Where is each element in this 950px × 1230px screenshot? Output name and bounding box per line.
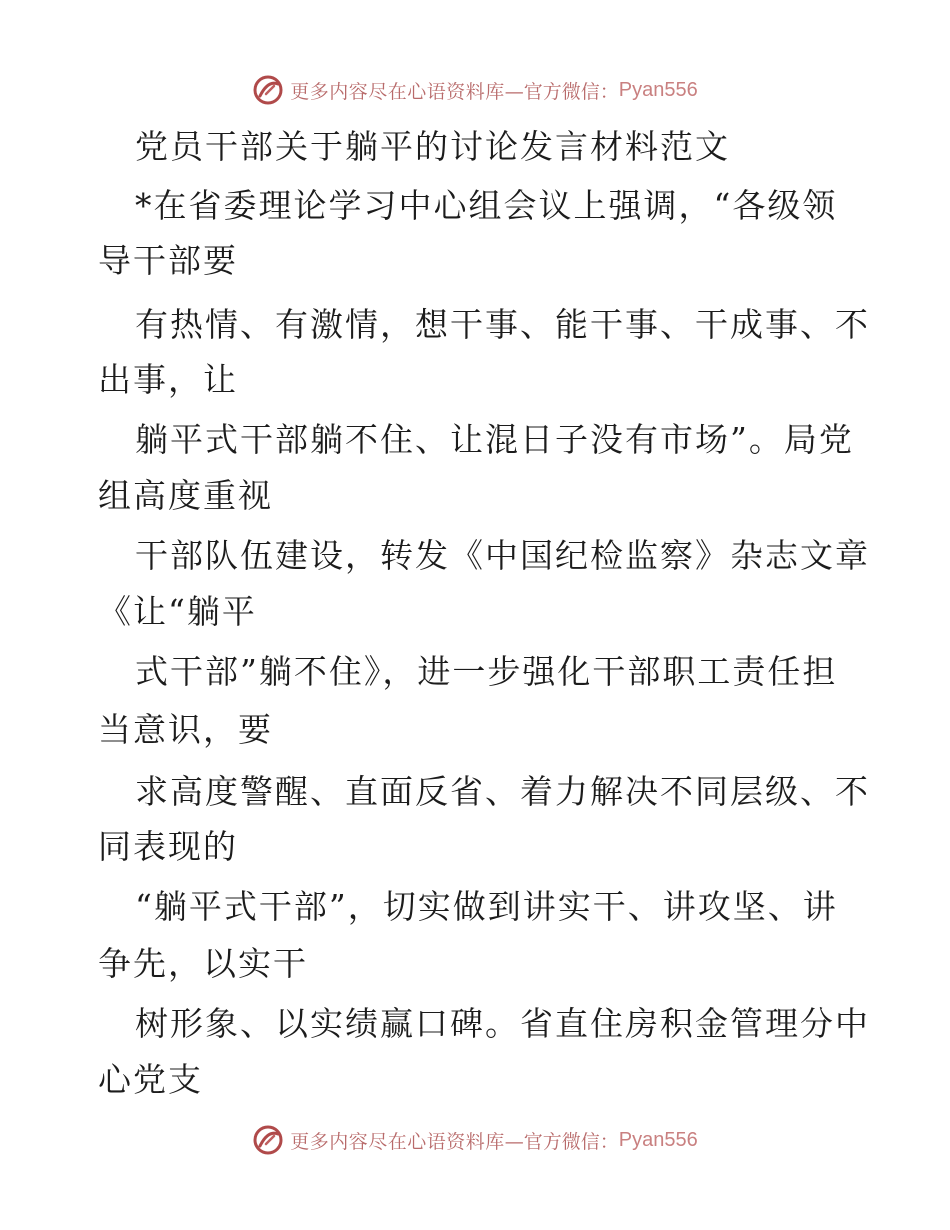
paragraph-line: 干部队伍建设，转发《中国纪检监察》杂志文章: [135, 536, 870, 575]
paragraph-line: 《让“躺平: [98, 592, 257, 631]
paragraph-line: “躺平式干部”，切实做到讲实干、讲攻坚、讲: [135, 887, 838, 926]
paragraph-line: 导干部要: [98, 241, 238, 280]
paragraph-line: 争先，以实干: [98, 944, 308, 983]
watermark-id: Pyan556: [618, 78, 698, 101]
document-title: 党员干部关于躺平的讨论发言材料范文: [135, 127, 730, 166]
paragraph-line: 有热情、有激情，想干事、能干事、干成事、不: [135, 305, 870, 344]
footer-watermark: [0, 1120, 950, 1160]
watermark-id: Pyan556: [618, 1128, 698, 1151]
paragraph-line: 式干部”躺不住》，进一步强化干部职工责任担: [135, 652, 838, 691]
paragraph-line: *在省委理论学习中心组会议上强调，“各级领: [135, 186, 838, 225]
paragraph-line: 当意识，要: [98, 710, 273, 749]
paragraph-line: 躺平式干部躺不住、让混日子没有市场”。局党: [135, 420, 854, 459]
watermark-separator: —官方微信：: [504, 1130, 619, 1153]
paragraph-line: 心党支: [98, 1060, 203, 1099]
paragraph-line: 树形象、以实绩赢口碑。省直住房积金管理分中: [135, 1004, 870, 1043]
watermark-text: 更多内容尽在心语资料库: [290, 80, 505, 103]
paragraph-line: 同表现的: [98, 827, 238, 866]
brand-logo-icon: [252, 1124, 284, 1156]
paragraph-line: 出事，让: [98, 360, 238, 399]
paragraph-line: 组高度重视: [98, 476, 273, 515]
watermark-text: 更多内容尽在心语资料库: [290, 1130, 505, 1153]
paragraph-line: 求高度警醒、直面反省、着力解决不同层级、不: [135, 772, 870, 811]
watermark-separator: —官方微信：: [504, 80, 619, 103]
